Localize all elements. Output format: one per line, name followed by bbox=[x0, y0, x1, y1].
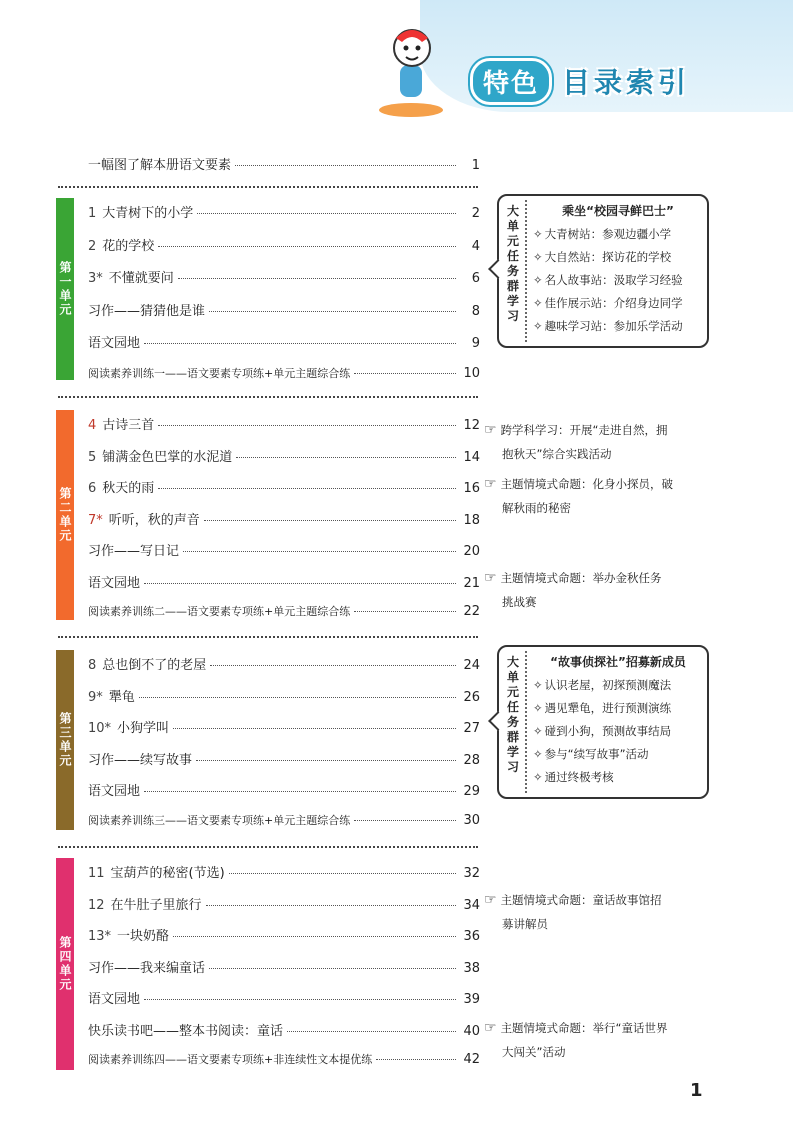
pointing-hand-icon: ☞ bbox=[484, 570, 497, 586]
toc-entry-label bbox=[88, 365, 350, 381]
lesson-title: 听听，秋的声音 bbox=[108, 512, 200, 528]
note-2 bbox=[484, 472, 704, 520]
note-line: 大闯关”活动 bbox=[502, 1045, 566, 1059]
lesson-number: 11 bbox=[88, 866, 105, 881]
toc-page: 32 bbox=[463, 866, 480, 881]
toc-page: 27 bbox=[463, 721, 480, 736]
leader-dots bbox=[173, 936, 456, 937]
toc-entry[interactable] bbox=[88, 414, 480, 432]
pointing-hand-icon: ☞ bbox=[484, 892, 497, 908]
toc-page: 40 bbox=[463, 1023, 480, 1039]
toc-page: 24 bbox=[463, 658, 480, 673]
unit-label: 第四单元 bbox=[58, 936, 72, 992]
lesson-title: 大青树下的小学 bbox=[102, 206, 194, 221]
toc-page: 28 bbox=[463, 752, 480, 768]
lesson-number: 5 bbox=[88, 449, 97, 465]
unit-bar-2 bbox=[56, 410, 74, 620]
note-4 bbox=[484, 888, 704, 936]
toc-page: 36 bbox=[463, 929, 480, 944]
pointing-hand-icon: ☞ bbox=[484, 422, 497, 438]
task-box-item: ✧ 参与“续写故事”活动 bbox=[533, 743, 703, 766]
lesson-number: 4 bbox=[88, 418, 97, 433]
task-box-content bbox=[525, 200, 703, 342]
task-box-item: ✧ 通过终极考核 bbox=[533, 766, 703, 789]
lesson-title: 宝葫芦的秘密(节选) bbox=[110, 866, 225, 881]
divider bbox=[58, 186, 478, 188]
toc-entry[interactable] bbox=[88, 957, 480, 975]
toc-page: 2 bbox=[471, 206, 480, 221]
toc-page: 42 bbox=[463, 1052, 480, 1067]
lesson-title: 语文园地 bbox=[88, 992, 141, 1007]
note-line: 解秋雨的秘密 bbox=[502, 501, 571, 515]
toc-entry[interactable] bbox=[88, 202, 480, 220]
toc-page: 38 bbox=[463, 960, 480, 976]
toc-entry-label bbox=[88, 686, 135, 705]
note-line: 主题情境式命题：童话故事馆招 bbox=[500, 893, 662, 907]
toc-entry[interactable] bbox=[88, 749, 480, 767]
toc-entry[interactable] bbox=[88, 572, 480, 590]
toc-entry-label bbox=[88, 749, 192, 768]
lesson-title: 花的学校 bbox=[102, 238, 155, 254]
leader-dots bbox=[210, 665, 456, 666]
task-box-title: “故事侦探社”招募新成员 bbox=[550, 655, 686, 669]
toc-page: 6 bbox=[471, 271, 480, 286]
leader-dots bbox=[144, 583, 456, 584]
toc-entry-label bbox=[88, 540, 179, 559]
leader-dots bbox=[354, 820, 456, 821]
task-box-side-label: 大单元任务群学习 bbox=[506, 655, 519, 774]
lesson-title: 习作——猜猜他是谁 bbox=[88, 303, 206, 319]
lesson-title: 秋天的雨 bbox=[102, 481, 155, 496]
leader-dots bbox=[209, 968, 456, 969]
leader-dots bbox=[144, 343, 456, 344]
toc-entry-label bbox=[88, 332, 140, 351]
toc-page: 4 bbox=[471, 238, 480, 254]
lesson-number: 1 bbox=[88, 206, 97, 221]
page-number: 1 bbox=[690, 1080, 703, 1101]
lesson-title: 总也倒不了的老屋 bbox=[102, 658, 207, 673]
toc-entry[interactable] bbox=[88, 717, 480, 735]
toc-entry-label bbox=[88, 988, 140, 1007]
lesson-title: 一块奶酪 bbox=[117, 929, 170, 944]
toc-entry[interactable] bbox=[88, 446, 480, 464]
task-box-item: ✧ 佳作展示站：介绍身边同学 bbox=[533, 292, 703, 315]
toc-entry[interactable] bbox=[88, 812, 480, 830]
toc-entry[interactable] bbox=[88, 925, 480, 943]
leader-dots bbox=[376, 1059, 456, 1060]
toc-page: 30 bbox=[463, 812, 480, 828]
unit-bar-4 bbox=[56, 858, 74, 1070]
toc-entry[interactable] bbox=[88, 603, 480, 621]
toc-page: 20 bbox=[463, 544, 480, 559]
task-box-item: ✧ 大自然站：探访花的学校 bbox=[533, 246, 703, 269]
toc-entry[interactable] bbox=[88, 1051, 480, 1069]
leader-dots bbox=[236, 457, 456, 458]
toc-entry-label bbox=[88, 446, 232, 465]
toc-entry[interactable] bbox=[88, 988, 480, 1006]
toc-page: 10 bbox=[463, 365, 480, 381]
task-box-item: ✧ 碰到小狗，预测故事结局 bbox=[533, 720, 703, 743]
leader-dots bbox=[173, 728, 456, 729]
lesson-title: 习作——我来编童话 bbox=[88, 960, 206, 976]
lesson-title: 小狗学叫 bbox=[117, 721, 170, 736]
toc-entry[interactable] bbox=[88, 235, 480, 253]
pointing-hand-icon: ☞ bbox=[484, 1020, 497, 1036]
task-box-2 bbox=[497, 645, 709, 799]
leader-dots bbox=[158, 488, 456, 489]
pointing-hand-icon: ☞ bbox=[484, 476, 497, 492]
divider bbox=[58, 846, 478, 848]
toc-entry-label bbox=[88, 477, 154, 496]
note-line: 抱秋天”综合实践活动 bbox=[502, 447, 612, 461]
lesson-title: 语文园地 bbox=[88, 784, 141, 799]
toc-entry[interactable] bbox=[88, 267, 480, 285]
toc-page: 18 bbox=[463, 512, 480, 528]
page-header-title bbox=[470, 60, 690, 102]
title-tag: 特色 bbox=[470, 58, 552, 105]
toc-entry-label bbox=[88, 957, 205, 976]
leader-dots bbox=[183, 551, 456, 552]
note-line: 主题情境式命题：举办金秋任务 bbox=[500, 571, 662, 585]
note-3 bbox=[484, 566, 704, 614]
leader-dots bbox=[197, 213, 456, 214]
task-box-item: ✧ 认识老屋，初探预测魔法 bbox=[533, 674, 703, 697]
task-box-1 bbox=[497, 194, 709, 348]
toc-entry-label bbox=[88, 300, 205, 319]
toc-entry-label bbox=[88, 202, 193, 221]
lesson-number: 10* bbox=[88, 721, 112, 736]
toc-entry-label bbox=[88, 780, 140, 799]
toc-entry-label bbox=[88, 267, 174, 286]
unit-bar-3 bbox=[56, 650, 74, 830]
toc-entry[interactable] bbox=[88, 862, 480, 880]
toc-page: 39 bbox=[463, 992, 480, 1007]
page-title: 目录索引 bbox=[562, 66, 691, 99]
toc-entry[interactable] bbox=[88, 686, 480, 704]
note-5 bbox=[484, 1016, 704, 1064]
leader-dots bbox=[144, 791, 456, 792]
toc-entry[interactable] bbox=[88, 477, 480, 495]
lesson-title: 快乐读书吧——整本书阅读：童话 bbox=[88, 1023, 284, 1039]
note-line: 主题情境式命题：举行“童话世界 bbox=[500, 1021, 668, 1035]
toc-entry-label bbox=[88, 862, 225, 881]
lesson-title: 不懂就要问 bbox=[108, 271, 174, 286]
toc-page: 34 bbox=[463, 897, 480, 913]
toc-entry-label bbox=[88, 603, 350, 619]
lesson-title: 语文园地 bbox=[88, 336, 141, 351]
toc-page: 1 bbox=[471, 158, 480, 173]
lesson-title: 习作——写日记 bbox=[88, 544, 180, 559]
toc-page: 29 bbox=[463, 784, 480, 799]
toc-entry[interactable] bbox=[88, 894, 480, 912]
toc-entry-label bbox=[88, 894, 202, 913]
lesson-title: 铺满金色巴掌的水泥道 bbox=[102, 449, 233, 465]
unit-label: 第三单元 bbox=[58, 712, 72, 768]
lesson-number: 6 bbox=[88, 481, 97, 496]
task-box-side-label: 大单元任务群学习 bbox=[506, 204, 519, 323]
toc-entry[interactable] bbox=[88, 1020, 480, 1038]
task-box-content bbox=[525, 651, 703, 793]
divider bbox=[58, 636, 478, 638]
toc-entry-label bbox=[88, 654, 206, 673]
task-box-item: ✧ 趣味学习站：参加乐学活动 bbox=[533, 315, 703, 338]
toc-entry[interactable] bbox=[88, 654, 480, 672]
lesson-number: 7* bbox=[88, 512, 103, 528]
leader-dots bbox=[354, 611, 456, 612]
divider bbox=[58, 396, 478, 398]
leader-dots bbox=[206, 905, 456, 906]
note-line: 跨学科学习：开展“走进自然，拥 bbox=[500, 423, 668, 437]
toc-entry-label bbox=[88, 572, 140, 591]
leader-dots bbox=[139, 697, 456, 698]
leader-dots bbox=[354, 373, 456, 374]
lesson-title: 习作——续写故事 bbox=[88, 752, 193, 768]
lesson-title: 阅读素养训练三——语文要素专项练+单元主题综合练 bbox=[88, 813, 351, 827]
toc-entry[interactable] bbox=[88, 300, 480, 318]
toc-page: 21 bbox=[463, 575, 480, 591]
leader-dots bbox=[144, 999, 456, 1000]
lesson-title: 阅读素养训练一——语文要素专项练+单元主题综合练 bbox=[88, 366, 351, 380]
note-1 bbox=[484, 418, 704, 466]
toc-page: 14 bbox=[463, 449, 480, 465]
lesson-number: 3* bbox=[88, 271, 103, 286]
toc-page: 9 bbox=[471, 336, 480, 351]
lesson-title: 语文园地 bbox=[88, 575, 141, 591]
toc-entry[interactable] bbox=[88, 540, 480, 558]
task-box-item: ✧ 大青树站：参观边疆小学 bbox=[533, 223, 703, 246]
task-box-item: ✧ 名人故事站：汲取学习经验 bbox=[533, 269, 703, 292]
toc-entry-label bbox=[88, 235, 154, 254]
toc-intro[interactable] bbox=[88, 154, 480, 172]
toc-entry-label bbox=[88, 1020, 283, 1039]
toc-page: 16 bbox=[463, 481, 480, 496]
toc-title: 一幅图了解本册语文要素 bbox=[88, 158, 232, 173]
lesson-title: 在牛肚子里旅行 bbox=[110, 897, 202, 913]
toc-page: 22 bbox=[463, 604, 480, 619]
leader-dots bbox=[209, 311, 456, 312]
lesson-number: 13* bbox=[88, 929, 112, 944]
leader-dots bbox=[235, 165, 456, 166]
lesson-number: 8 bbox=[88, 658, 97, 673]
leader-dots bbox=[196, 760, 456, 761]
toc-page: 8 bbox=[471, 303, 480, 319]
leader-dots bbox=[204, 520, 456, 521]
toc-entry-label bbox=[88, 1051, 372, 1067]
leader-dots bbox=[287, 1031, 456, 1032]
note-line: 募讲解员 bbox=[502, 917, 548, 931]
task-box-item: ✧ 遇见犟龟，进行预测演练 bbox=[533, 697, 703, 720]
lesson-number: 12 bbox=[88, 897, 105, 913]
toc-entry[interactable] bbox=[88, 780, 480, 798]
lesson-title: 犟龟 bbox=[108, 689, 135, 705]
toc-entry[interactable] bbox=[88, 509, 480, 527]
lesson-title: 古诗三首 bbox=[102, 418, 155, 433]
leader-dots bbox=[229, 873, 456, 874]
unit-bar-1 bbox=[56, 198, 74, 380]
toc-page: 12 bbox=[463, 418, 480, 433]
toc-entry[interactable] bbox=[88, 332, 480, 350]
toc-entry-label bbox=[88, 925, 169, 944]
toc-page: 26 bbox=[463, 689, 480, 705]
note-line: 挑战赛 bbox=[502, 595, 537, 609]
note-line: 主题情境式命题：化身小探员，破 bbox=[500, 477, 674, 491]
leader-dots bbox=[158, 425, 456, 426]
toc-entry[interactable] bbox=[88, 365, 480, 383]
unit-label: 第一单元 bbox=[58, 261, 72, 317]
toc-entry-label bbox=[88, 717, 169, 736]
unit-label: 第二单元 bbox=[58, 487, 72, 543]
lesson-number: 2 bbox=[88, 238, 97, 254]
lesson-title: 阅读素养训练四——语文要素专项练+非连续性文本提优练 bbox=[88, 1053, 373, 1066]
mascot-icon bbox=[376, 20, 446, 120]
leader-dots bbox=[158, 246, 456, 247]
leader-dots bbox=[178, 278, 456, 279]
toc-entry-label bbox=[88, 414, 154, 433]
lesson-title: 阅读素养训练二——语文要素专项练+单元主题综合练 bbox=[88, 605, 351, 618]
lesson-number: 9* bbox=[88, 689, 103, 705]
toc-entry-label bbox=[88, 509, 200, 528]
task-box-title: 乘坐“校园寻鲜巴士” bbox=[562, 204, 674, 218]
toc-entry-label bbox=[88, 812, 350, 828]
